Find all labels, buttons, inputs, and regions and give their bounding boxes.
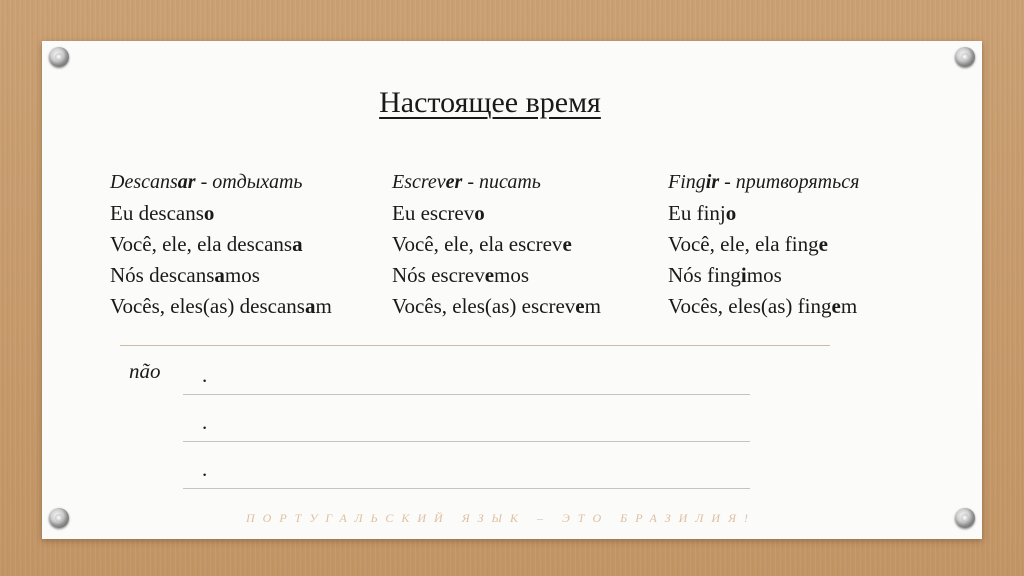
conjugation-row: Eu escrevo	[392, 201, 485, 225]
conjugation-row: Vocês, eles(as) descansam	[110, 294, 332, 318]
verb-heading	[110, 167, 332, 198]
ending: o	[203, 201, 215, 225]
answer-line	[183, 441, 750, 442]
ending: e	[575, 294, 585, 318]
verb-stem: Fing	[668, 171, 706, 193]
verb-ending: er	[445, 171, 463, 193]
conjugation-row: Vocês, eles(as) fingem	[668, 294, 858, 318]
conjugation-row: Nós fingimos	[668, 263, 782, 287]
verb-stem: Escrev	[392, 171, 446, 193]
slide-title: Настоящее время	[379, 86, 601, 119]
verb-heading	[668, 167, 859, 198]
conjugation-column-descansar	[110, 167, 332, 322]
conjugation-row: Você, ele, ela escreve	[392, 232, 572, 256]
conjugation-row: Nós descansamos	[110, 263, 260, 287]
ending: i	[740, 263, 747, 287]
ending: a	[304, 294, 316, 318]
ending: o	[725, 201, 737, 225]
ending: e	[484, 263, 495, 287]
ending: a	[292, 232, 303, 256]
verb-ending: ar	[177, 171, 196, 193]
verb-ending: ir	[705, 171, 720, 193]
conjugation-row: Você, ele, ela descansa	[110, 232, 303, 256]
answer-line	[183, 394, 750, 395]
ending: e	[831, 294, 841, 318]
answer-line-marker: .	[202, 410, 208, 434]
conjugation-row: Vocês, eles(as) escrevem	[392, 294, 601, 318]
conjugation-row: Você, ele, ela finge	[668, 232, 828, 256]
conjugation-row: Eu finjo	[668, 201, 737, 225]
answer-line-marker: .	[202, 363, 208, 387]
conjugation-row: Eu descanso	[110, 201, 215, 225]
section-divider	[120, 345, 830, 346]
ending: a	[214, 263, 225, 287]
pushpin-icon	[49, 47, 69, 67]
verb-translation: - притворяться	[719, 171, 860, 193]
answer-line-marker: .	[202, 457, 208, 481]
verb-heading	[392, 167, 601, 198]
verb-translation: - отдыхать	[195, 171, 303, 193]
verb-stem: Descans	[110, 171, 178, 193]
ending: o	[474, 201, 485, 225]
answer-line	[183, 488, 750, 489]
conjugation-row: Nós escrevemos	[392, 263, 530, 287]
footer-slogan: ПОРТУГАЛЬСКИЙ ЯЗЫК – ЭТО БРАЗИЛИЯ!	[246, 511, 756, 525]
conjugation-column-fingir	[668, 167, 859, 322]
conjugation-column-escrever	[392, 167, 601, 322]
pushpin-icon	[955, 47, 975, 67]
ending: e	[562, 232, 572, 256]
ending: e	[818, 232, 828, 256]
negation-word: não	[129, 359, 161, 383]
verb-translation: - писать	[462, 171, 541, 193]
